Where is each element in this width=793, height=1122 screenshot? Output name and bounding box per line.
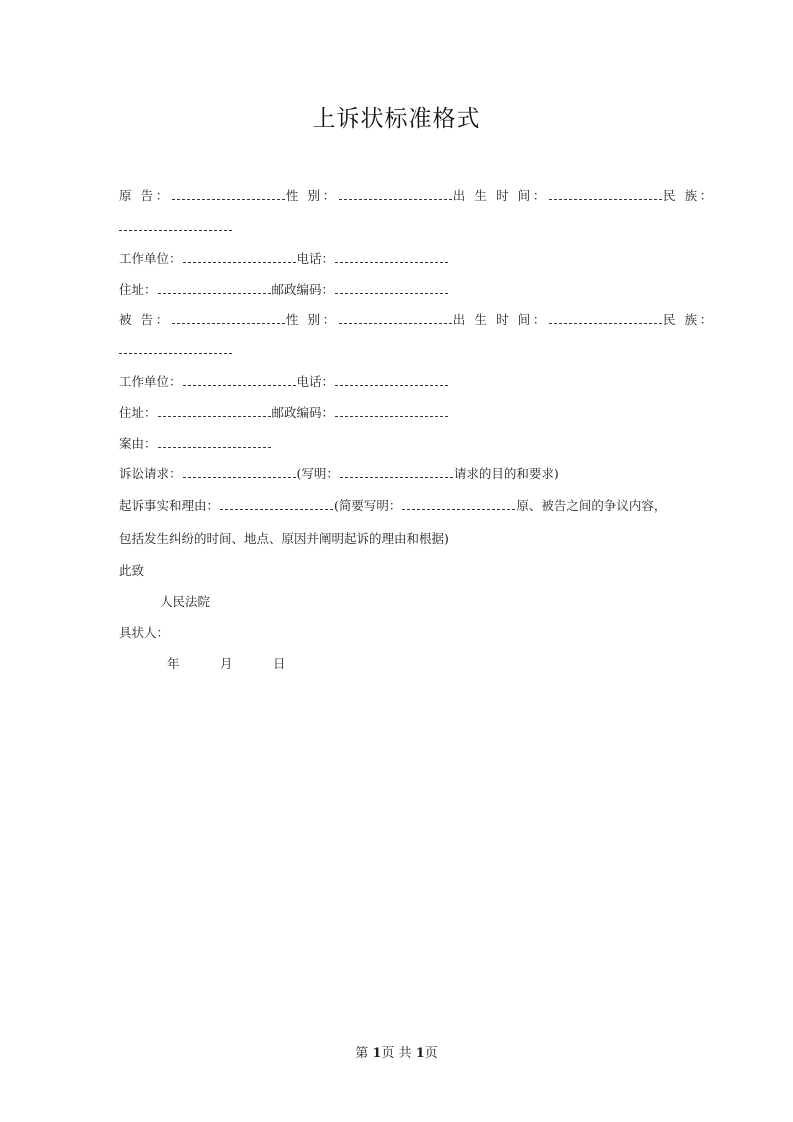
case-cause-line <box>119 434 272 452</box>
footer-current-page: 1 <box>372 1046 382 1061</box>
date-month: 月 <box>220 656 233 671</box>
defendant-work-label: 工作单位： <box>119 374 182 389</box>
defendant-phone-label: 电话： <box>296 374 335 389</box>
plaintiff-line <box>119 186 715 204</box>
plaintiff-ethnicity-label: 民 族： <box>662 188 715 203</box>
defendant-address-label: 住址： <box>119 405 157 420</box>
defendant-name-blank[interactable] <box>172 312 285 324</box>
footer-total-pages: 1 <box>415 1046 425 1061</box>
defendant-phone-blank[interactable] <box>335 374 448 386</box>
defendant-ethnicity-label: 民 族： <box>662 312 715 327</box>
closing-greeting: 此致 <box>119 563 145 578</box>
court-name: 人民法院 <box>160 594 211 609</box>
defendant-gender-label: 性 别： <box>285 312 338 327</box>
date-year: 年 <box>167 656 180 671</box>
footer-suffix: 页 <box>424 1046 438 1061</box>
defendant-address-line <box>119 403 449 421</box>
defendant-address-blank[interactable] <box>158 405 271 417</box>
plaintiff-work-line <box>119 249 449 267</box>
plaintiff-phone-blank[interactable] <box>335 251 448 263</box>
plaintiff-postal-label: 邮政编码： <box>271 282 335 297</box>
claim-note-prefix: (写明： <box>296 466 339 481</box>
claim-note-blank[interactable] <box>340 466 453 478</box>
defendant-gender-blank[interactable] <box>339 312 452 324</box>
defendant-postal-label: 邮政编码： <box>271 405 335 420</box>
plaintiff-work-blank[interactable] <box>183 251 296 263</box>
claim-note-suffix: 请求的目的和要求) <box>453 466 559 481</box>
plaintiff-gender-blank[interactable] <box>339 188 452 200</box>
claim-blank[interactable] <box>183 466 296 478</box>
case-cause-blank[interactable] <box>158 436 271 448</box>
defendant-name-label: 被 告： <box>119 312 171 327</box>
plaintiff-address-label: 住址： <box>119 282 157 297</box>
plaintiff-ethnicity-line <box>119 219 233 234</box>
plaintiff-work-label: 工作单位： <box>119 251 182 266</box>
defendant-ethnicity-blank[interactable] <box>119 342 232 354</box>
defendant-work-line <box>119 372 449 390</box>
plaintiff-birth-label: 出 生 时 间： <box>452 188 548 203</box>
facts-note-prefix: (简要写明： <box>334 498 402 513</box>
facts-note-suffix: 原、被告之间的争议内容， <box>516 498 667 513</box>
defendant-line <box>119 310 715 328</box>
facts-note-blank[interactable] <box>402 498 515 510</box>
defendant-postal-blank[interactable] <box>335 405 448 417</box>
defendant-birth-label: 出 生 时 间： <box>452 312 548 327</box>
plaintiff-gender-label: 性 别： <box>285 188 338 203</box>
facts-continuation: 包括发生纠纷的时间、地点、原因并阐明起诉的理由和根据) <box>119 531 449 546</box>
document-title: 上诉状标准格式 <box>312 106 481 132</box>
facts-blank[interactable] <box>220 498 333 510</box>
plaintiff-phone-label: 电话： <box>296 251 335 266</box>
defendant-work-blank[interactable] <box>183 374 296 386</box>
plaintiff-ethnicity-blank[interactable] <box>119 219 232 231</box>
plaintiff-birth-blank[interactable] <box>549 188 662 200</box>
date-day: 日 <box>273 656 286 671</box>
facts-label: 起诉事实和理由： <box>119 498 220 513</box>
plaintiff-name-label: 原 告： <box>119 188 171 203</box>
claim-label: 诉讼请求： <box>119 466 182 481</box>
footer-prefix: 第 <box>355 1046 369 1061</box>
plaintiff-address-blank[interactable] <box>158 282 271 294</box>
footer-middle: 页 共 <box>381 1046 412 1061</box>
signer-label: 具状人： <box>119 625 170 640</box>
defendant-birth-blank[interactable] <box>549 312 662 324</box>
facts-line <box>119 496 666 514</box>
plaintiff-postal-blank[interactable] <box>335 282 448 294</box>
case-cause-label: 案由： <box>119 436 157 451</box>
page-footer <box>0 1042 793 1061</box>
claim-line <box>119 464 559 482</box>
plaintiff-name-blank[interactable] <box>172 188 285 200</box>
plaintiff-address-line <box>119 280 449 298</box>
defendant-ethnicity-line <box>119 342 233 357</box>
